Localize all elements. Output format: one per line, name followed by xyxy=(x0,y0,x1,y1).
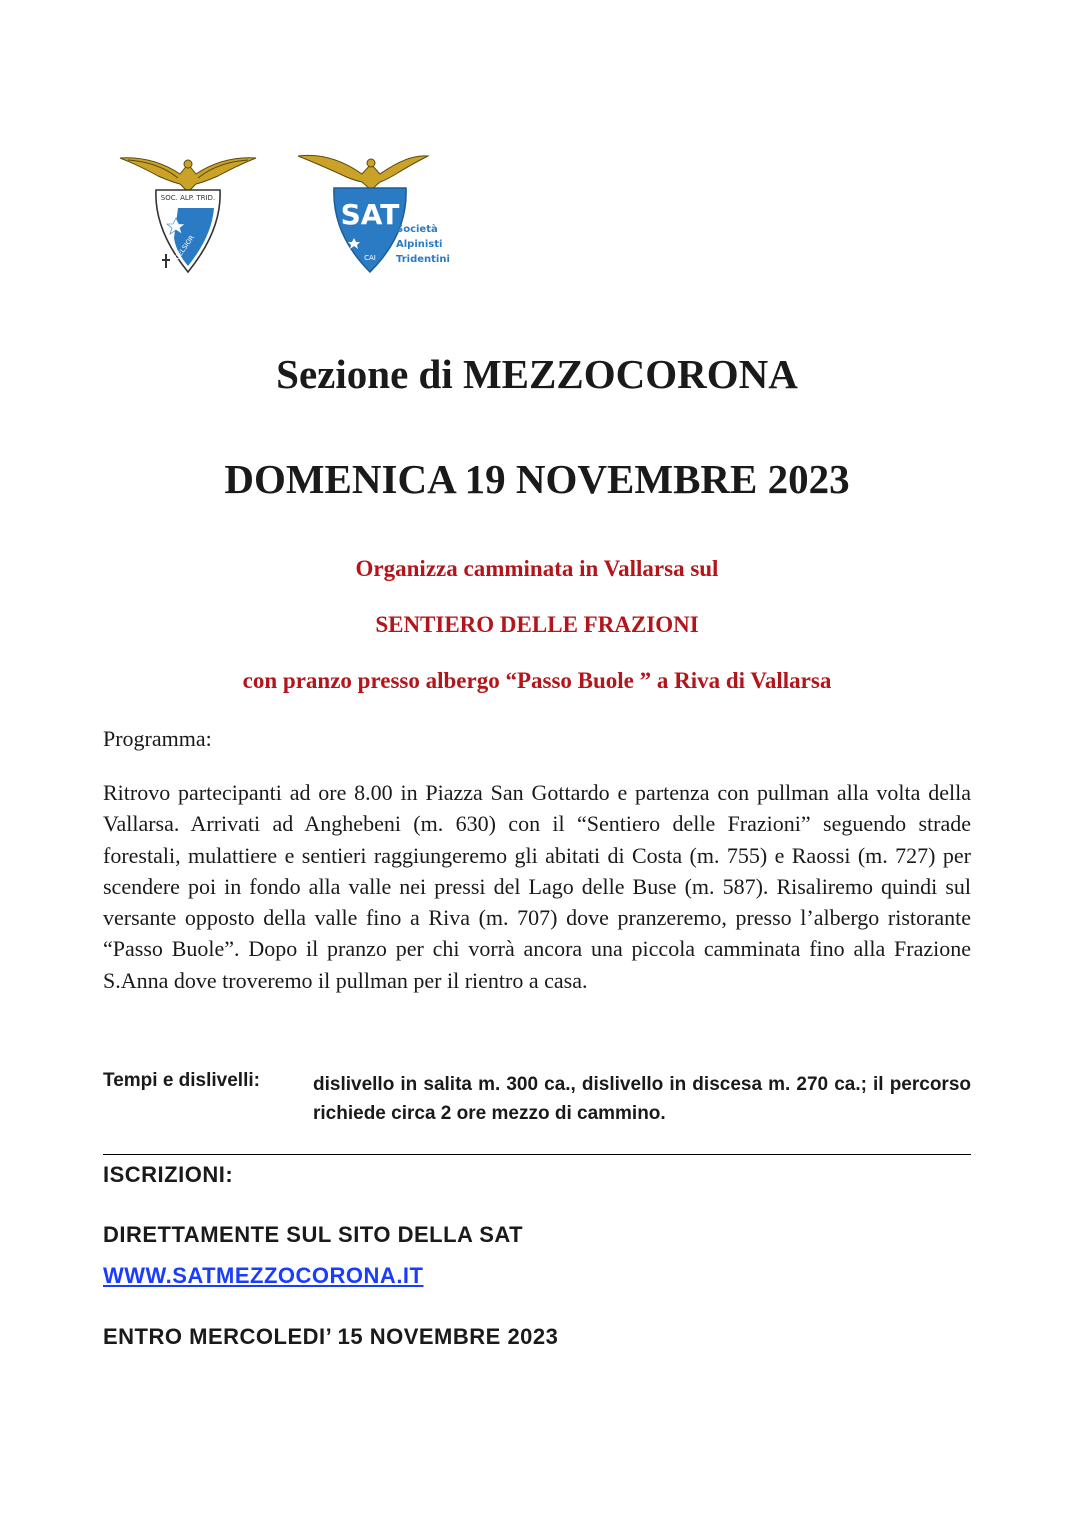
sat-name-line3: Tridentini xyxy=(396,254,450,265)
sat-letters: SAT xyxy=(340,198,400,231)
program-label: Programma: xyxy=(103,726,212,751)
iscrizioni-instruction: DIRETTAMENTE SUL SITO DELLA SAT xyxy=(103,1222,524,1247)
program-text: Ritrovo partecipanti ad ore 8.00 in Piazza San Gottardo e partenza con pullman alla volta della Vallarsa. Arrivati ad Anghebeni (m. 630) con il “Sentiero delle Frazioni” seguendo strade forestali, mulattiere e sentieri raggiungeremo gli abitati di Costa (m. 755) e Raossi (m. 727) per scendere poi in fondo alla valle nei pressi del Lago delle Buse (m. 587). Risaliremo quindi sul versante opposto della valle fino a Riva (m. 707) dove pranzeremo, presso l’albergo ristorante “Passo Buole”. Dopo il pranzo per chi vorrà ancora una piccola camminata fino alla Frazione S.Anna dove troveremo il pullman per il rientro a casa. xyxy=(103,780,971,993)
cai-motto-top: SOC. ALP. TRID. xyxy=(160,194,216,202)
subtitle-line-3: con pranzo presso albergo “Passo Buole ” a Riva di Vallarsa xyxy=(242,668,832,693)
cai-logo xyxy=(118,150,258,280)
cai-motto-bottom: EXCELSIOR xyxy=(168,233,196,268)
subtitle-line-2: SENTIERO DELLE FRAZIONI xyxy=(375,612,699,637)
deadline-text: ENTRO MERCOLEDI’ 15 NOVEMBRE 2023 xyxy=(103,1324,559,1349)
sat-cai-label: CAI xyxy=(364,254,376,262)
event-date: DOMENICA 19 NOVEMBRE 2023 xyxy=(224,456,850,502)
sat-logo xyxy=(296,150,456,280)
sat-name-line2: Alpinisti xyxy=(396,239,443,250)
website-link[interactable]: WWW.SATMEZZOCORONA.IT xyxy=(103,1263,424,1288)
iscrizioni-heading: ISCRIZIONI: xyxy=(103,1162,234,1187)
page-title: Sezione di MEZZOCORONA xyxy=(276,351,798,397)
tempi-text: dislivello in salita m. 300 ca., dislivello in discesa m. 270 ca.; il percorso richiede circa 2 ore mezzo di cammino. xyxy=(313,1074,971,1124)
sat-name-line1: Società xyxy=(396,224,438,235)
subtitle-line-1: Organizza camminata in Vallarsa sul xyxy=(355,556,719,581)
divider xyxy=(103,1154,971,1155)
tempi-label: Tempi e dislivelli: xyxy=(103,1070,260,1091)
